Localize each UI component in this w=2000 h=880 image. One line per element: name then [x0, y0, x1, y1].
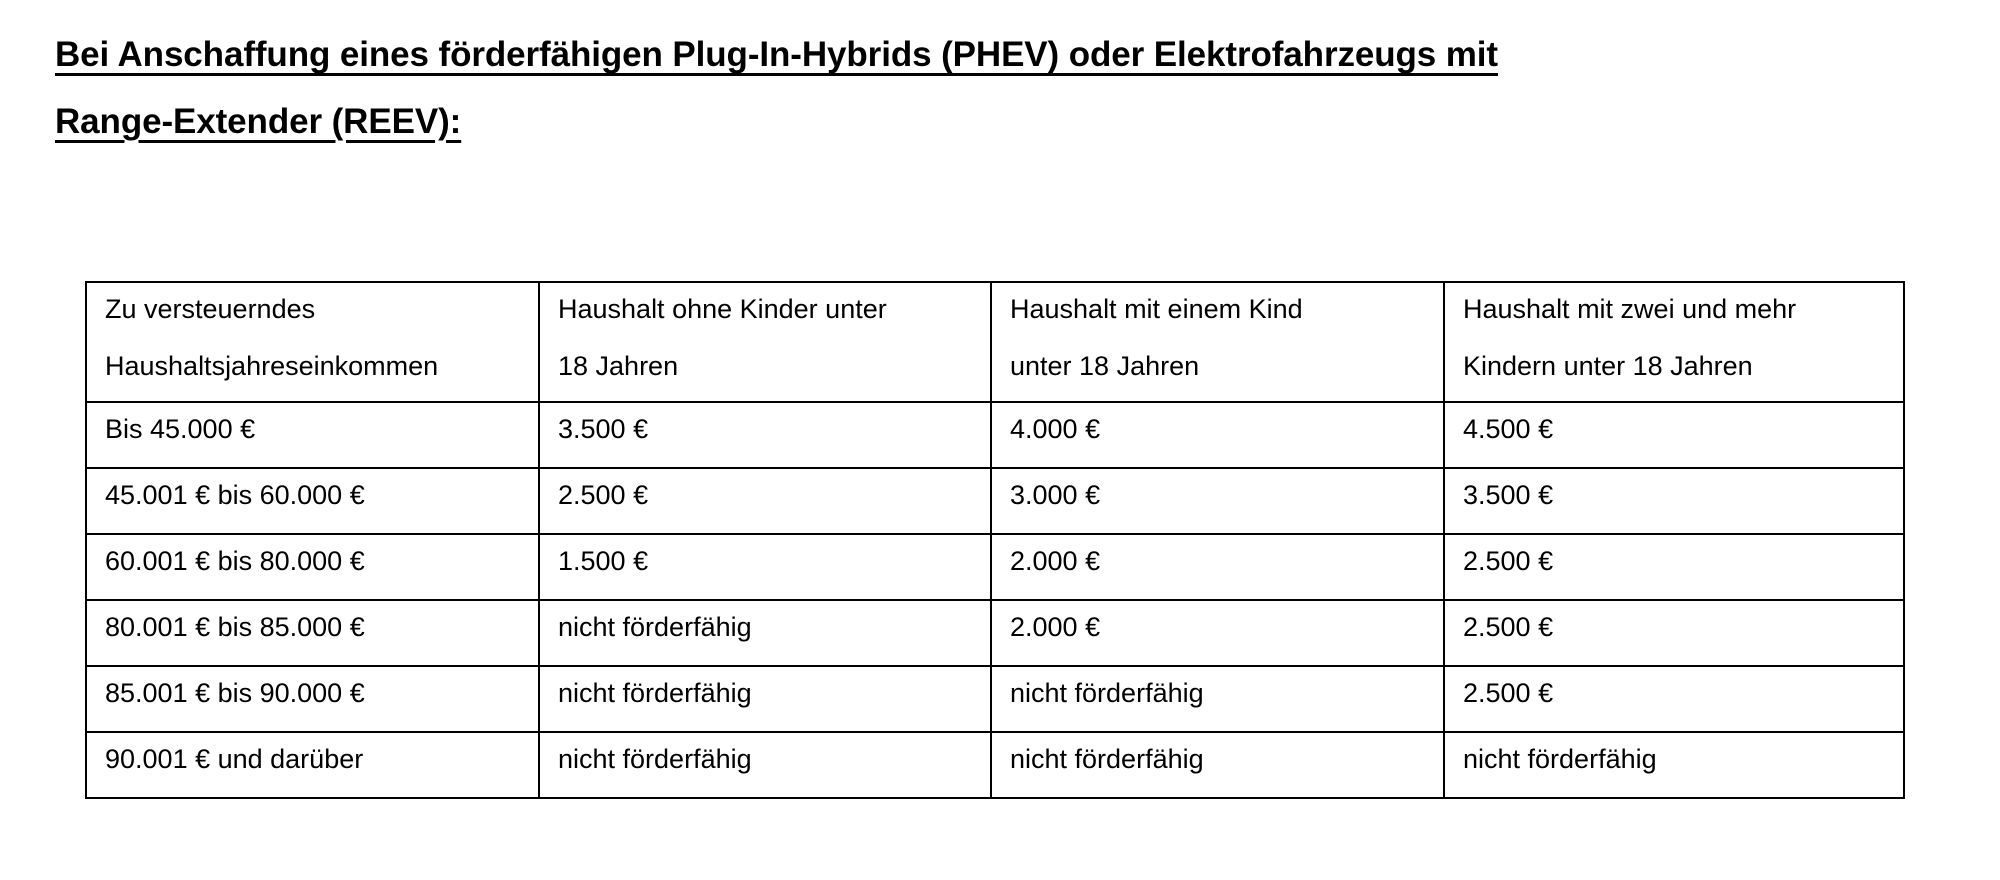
table-body	[86, 402, 1904, 798]
page-title-line-2	[55, 89, 1815, 156]
column-header-two-or-more-children	[1444, 282, 1904, 402]
table-row	[86, 402, 1904, 468]
cell-two-or-more: 4.500 €	[1444, 402, 1904, 468]
column-header-income-line-1: Zu versteuerndes	[105, 294, 316, 324]
cell-one-child: 2.000 €	[991, 534, 1444, 600]
cell-no-children: 3.500 €	[539, 402, 991, 468]
funding-table-container	[85, 281, 1903, 799]
cell-income: 85.001 € bis 90.000 €	[86, 666, 539, 732]
cell-income: 90.001 € und darüber	[86, 732, 539, 798]
cell-no-children: 2.500 €	[539, 468, 991, 534]
cell-two-or-more: nicht förderfähig	[1444, 732, 1904, 798]
column-header-one-child	[991, 282, 1444, 402]
table-header	[86, 282, 1904, 402]
column-header-one-child-line-1: Haushalt mit einem Kind	[1010, 294, 1303, 324]
column-header-income	[86, 282, 539, 402]
cell-one-child: nicht förderfähig	[991, 666, 1444, 732]
cell-no-children: 1.500 €	[539, 534, 991, 600]
cell-one-child: 4.000 €	[991, 402, 1444, 468]
page-title-line-1-text: Bei Anschaffung eines förderfähigen Plug-In-Hybrids (PHEV) oder Elektrofahrzeugs mit	[55, 35, 1498, 74]
column-header-no-children	[539, 282, 991, 402]
column-header-one-child-line-2: unter 18 Jahren	[1010, 351, 1200, 381]
funding-table	[85, 281, 1905, 799]
column-header-income-line-2: Haushaltsjahreseinkommen	[105, 351, 439, 381]
column-header-two-or-more-children-line-1: Haushalt mit zwei und mehr	[1463, 294, 1797, 324]
cell-one-child: 3.000 €	[991, 468, 1444, 534]
cell-income: 80.001 € bis 85.000 €	[86, 600, 539, 666]
cell-income: 60.001 € bis 80.000 €	[86, 534, 539, 600]
cell-no-children: nicht förderfähig	[539, 666, 991, 732]
table-row	[86, 468, 1904, 534]
page-title-line-2-text: Range-Extender (REEV):	[55, 101, 462, 141]
column-header-no-children-line-2: 18 Jahren	[558, 351, 679, 381]
table-row	[86, 534, 1904, 600]
page-title-line-1	[55, 22, 1815, 89]
table-row	[86, 600, 1904, 666]
column-header-two-or-more-children-line-2: Kindern unter 18 Jahren	[1463, 351, 1753, 381]
cell-two-or-more: 2.500 €	[1444, 600, 1904, 666]
column-header-no-children-line-1: Haushalt ohne Kinder unter	[558, 294, 887, 324]
table-header-row	[86, 282, 1904, 402]
cell-no-children: nicht förderfähig	[539, 732, 991, 798]
cell-two-or-more: 2.500 €	[1444, 666, 1904, 732]
table-row	[86, 666, 1904, 732]
cell-no-children: nicht förderfähig	[539, 600, 991, 666]
page-title	[55, 22, 1815, 155]
cell-income: Bis 45.000 €	[86, 402, 539, 468]
cell-income: 45.001 € bis 60.000 €	[86, 468, 539, 534]
cell-two-or-more: 3.500 €	[1444, 468, 1904, 534]
cell-two-or-more: 2.500 €	[1444, 534, 1904, 600]
cell-one-child: 2.000 €	[991, 600, 1444, 666]
cell-one-child: nicht förderfähig	[991, 732, 1444, 798]
table-row	[86, 732, 1904, 798]
